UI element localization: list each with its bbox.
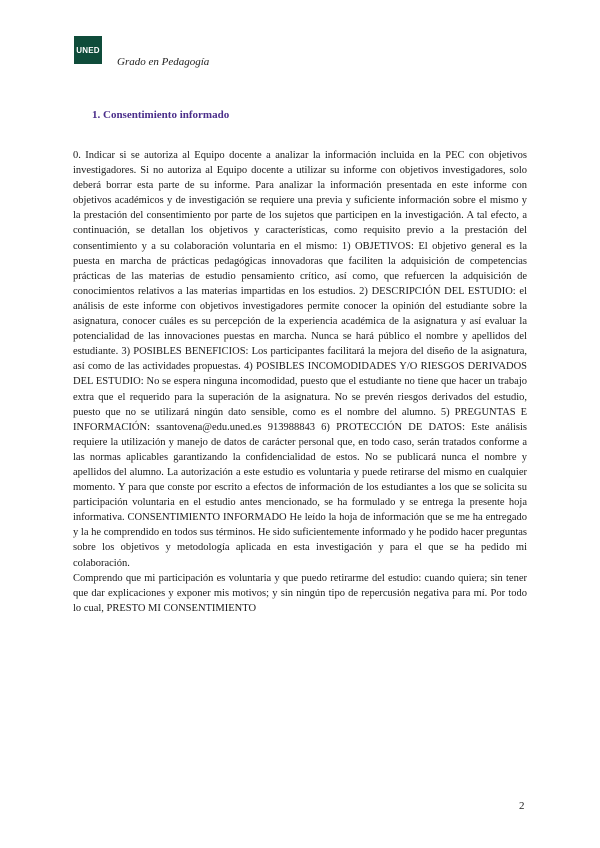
page-number: 2: [519, 800, 525, 812]
uned-logo: [74, 36, 102, 64]
consent-paragraph-2: Comprendo que mi participación es voluntaria y que puedo retirarme del estudio: cuando quiera; sin tener que dar explicaciones y exponer mis motivos; y sin ningún tipo de repercusión negativa para mí. Por todo lo cual, PRESTO MI CONSENTIMIENTO: [73, 572, 527, 614]
header-title: Grado en Pedagogía: [117, 56, 210, 68]
section-heading: 1. Consentimiento informado: [92, 109, 230, 121]
document-body: [73, 148, 527, 616]
consent-paragraph-1: 0. Indicar si se autoriza al Equipo docente a analizar la información incluida en la PEC con objetivos investigadores. Si no autoriza al Equipo docente a utilizar su informe con objetivos investigadores, solo deberá borrar esta parte de su informe. Para analizar la información presentada en este informe con objetivos académicos y de investigación se requiere una previa y suficiente información sobre el mismo y la prestación del consentimiento por parte de los sujetos que participen en la investigación. A tal efecto, a continuación, se detallan los objetivos y características, como requisito previo a la prestación del consentimiento y a su colaboración voluntaria en el mismo: 1) OBJETIVOS: El objetivo general es la puesta en marcha de prácticas pedagógicas innovadoras que faciliten la adquisición de competencias prácticas de las materias de estudio pensamiento crítico, así como, que refuercen la adquisición de conocimientos relativos a las materias impartidas en los estudios. 2) DESCRIPCIÓN DEL ESTUDIO: el análisis de este informe con objetivos investigadores permite conocer la opinión del estudiante sobre la asignatura, conocer cuáles es su percepción de la experiencia académica de la asignatura y así evaluar la potencialidad de las innovaciones puestas en marcha. Nunca se hará público el nombre y apellidos del estudiante. 3) POSIBLES BENEFICIOS: Los participantes facilitará la mejora del diseño de la asignatura, así como de las actividades propuestas. 4) POSIBLES INCOMODIDADES Y/O RIESGOS DERIVADOS DEL ESTUDIO: No se espera ninguna incomodidad, puesto que el estudiante no tiene que hacer un trabajo extra que el requerido para la superación de la asignatura. No se prevén riesgos derivados del estudio, puesto que no se utilizará ningún dato sensible, como es el nombre del alumno. 5) PREGUNTAS E INFORMACIÓN: ssantovena@edu.uned.es 913988843 6) PROTECCIÓN DE DATOS: Este análisis requiere la utilización y manejo de datos de carácter personal que, en todo caso, serán tratados conforme a las normas aplicables garantizando la confidencialidad de estos. No se publicará nunca el nombre y apellidos del alumno. La autorización a este estudio es voluntaria y puede retirarse del mismo en cualquier momento. Y para que conste por escrito a efectos de información de los estudiantes a los que se solicita su participación voluntaria en el estudio antes mencionado, se ha formulado y se entrega la presente hoja informativa. CONSENTIMIENTO INFORMADO He leído la hoja de información que se me ha entregado y la he comprendido en todos sus términos. He sido suficientemente informado y he podido hacer preguntas sobre los objetivos y metodología aplicada en esta investigación y para el que se ha pedido mi colaboración.: [73, 150, 527, 569]
logo-text: UNED: [76, 45, 100, 55]
